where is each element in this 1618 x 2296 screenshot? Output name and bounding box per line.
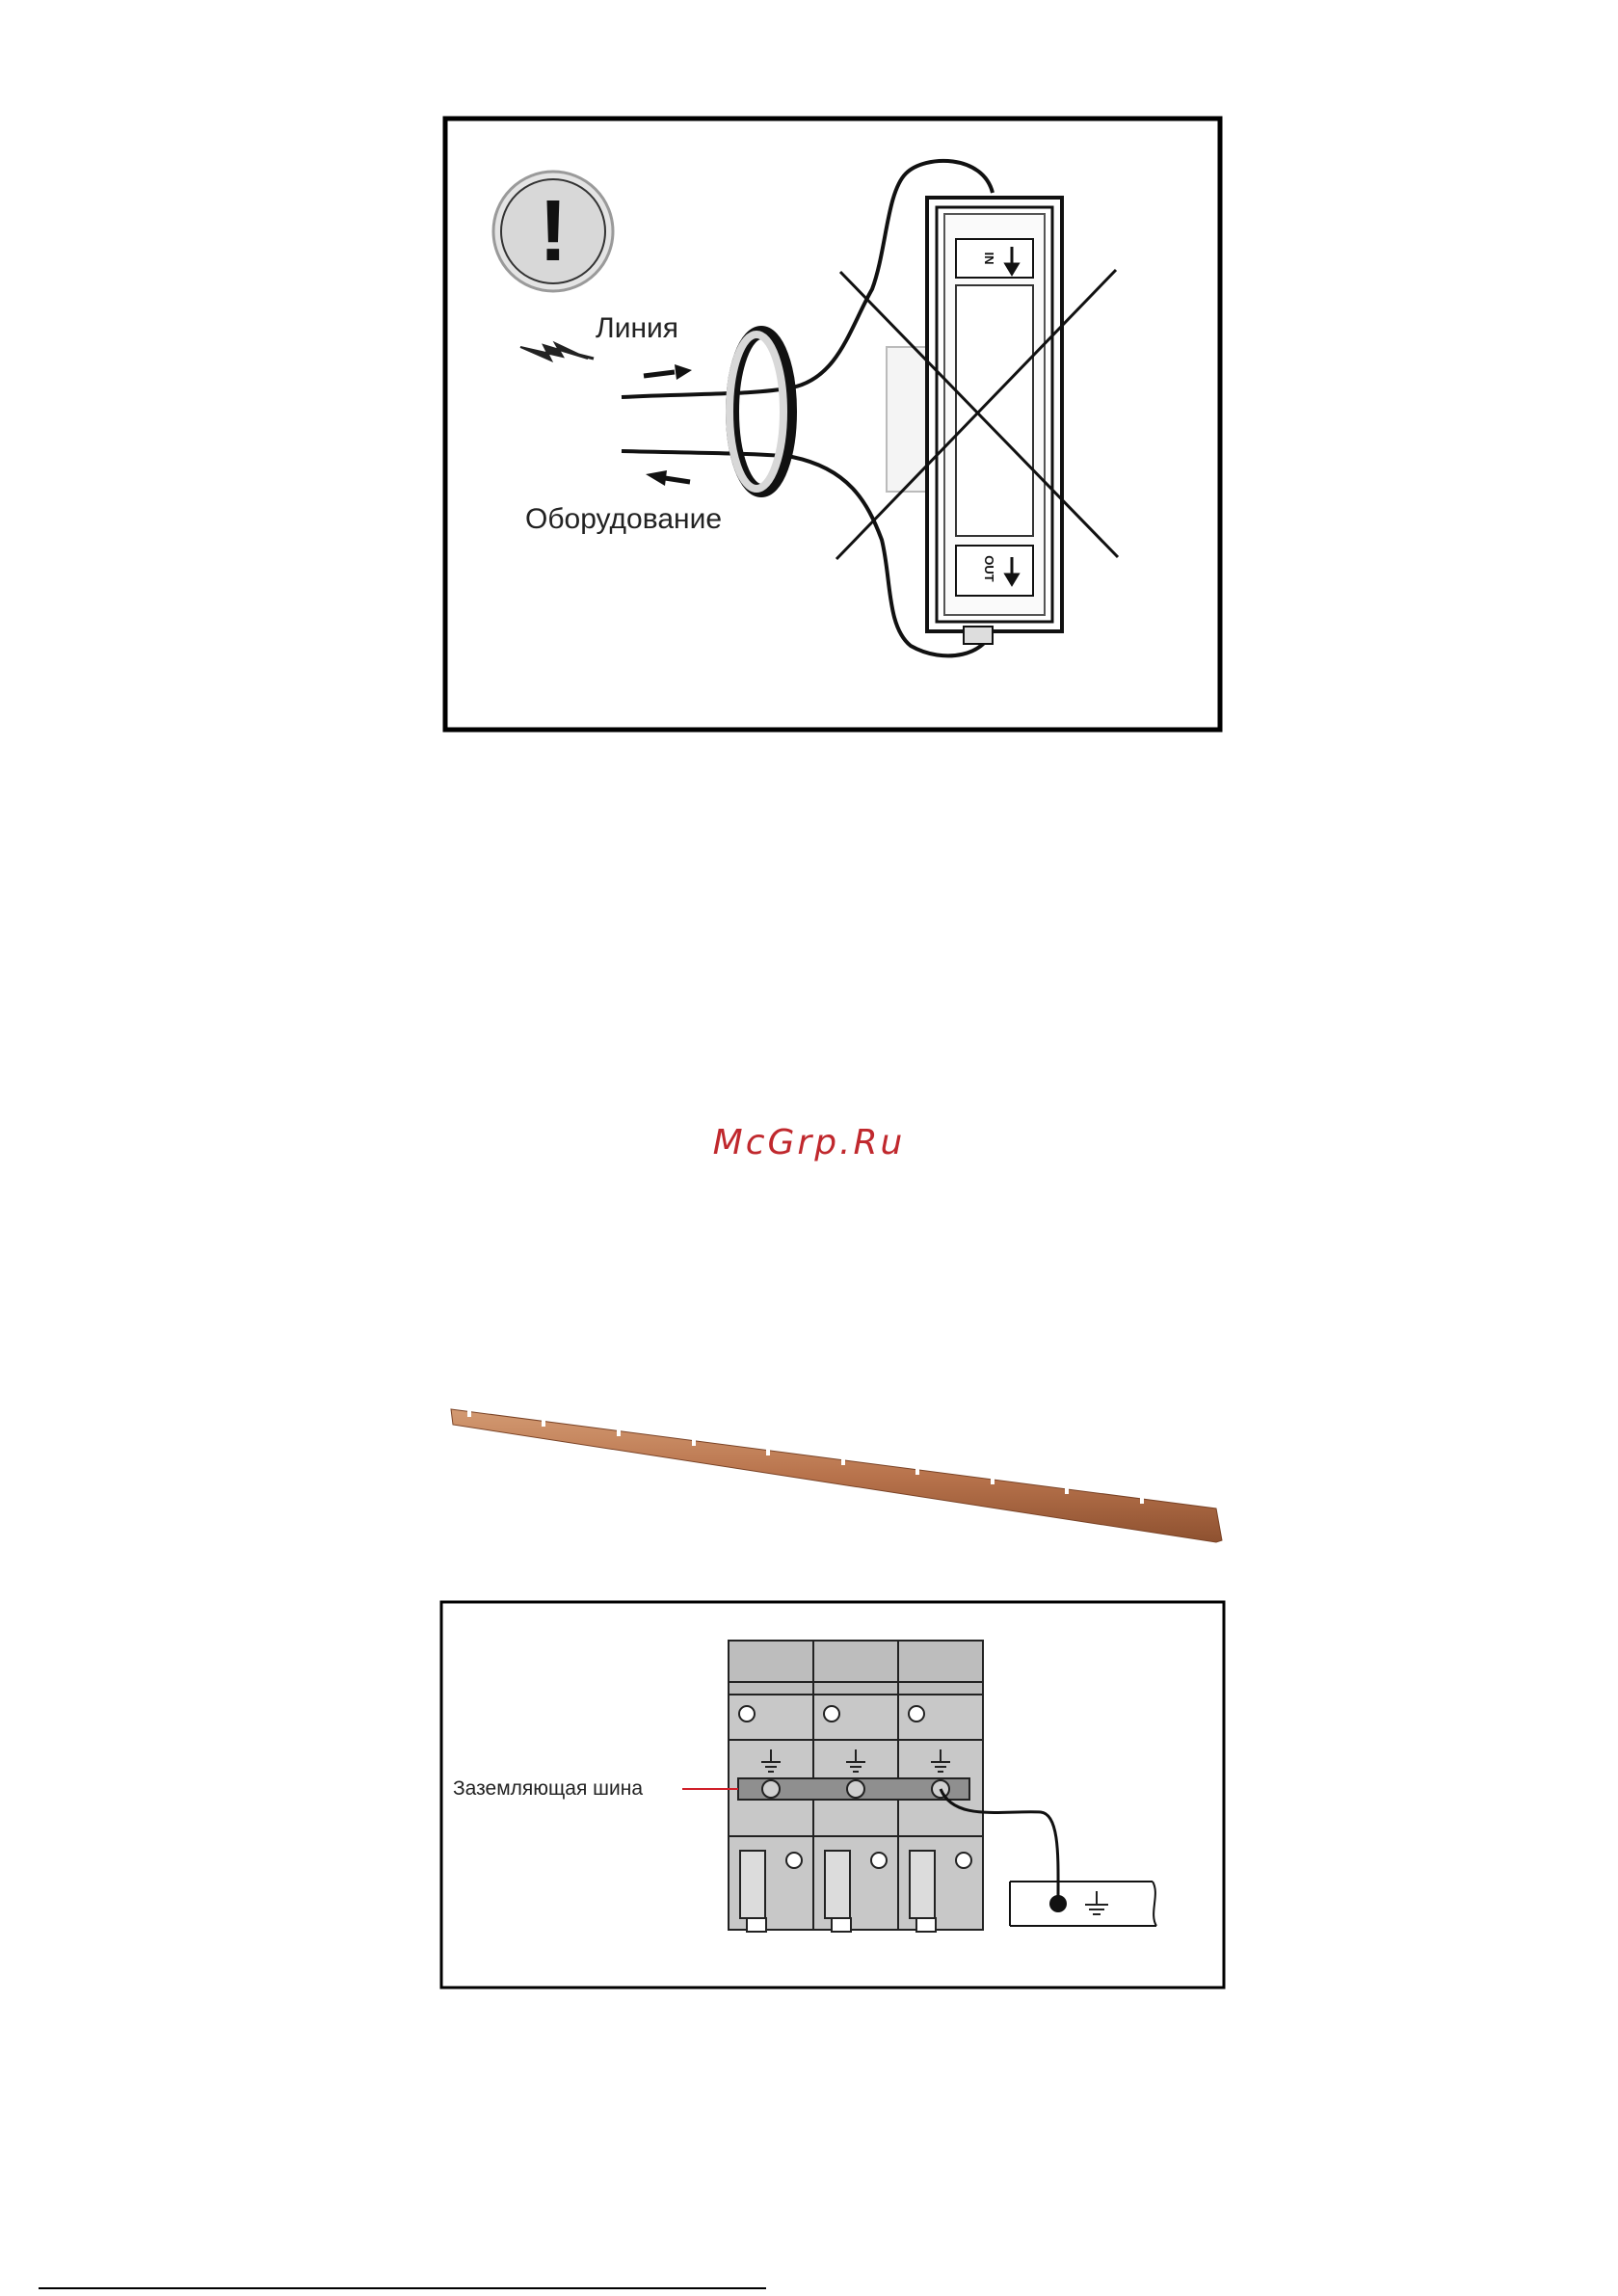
device-out-label: OUT	[982, 555, 996, 582]
label-busbar: Заземляющая шина	[453, 1777, 644, 1800]
ground-terminal	[1049, 1895, 1067, 1912]
label-equipment: Оборудование	[525, 503, 723, 535]
footer-rule	[39, 2287, 766, 2289]
label-line: Линия	[596, 312, 679, 344]
device-in-label: IN	[982, 252, 996, 265]
warning-symbol: !	[539, 183, 568, 280]
watermark: McGrp.Ru	[712, 1123, 906, 1162]
